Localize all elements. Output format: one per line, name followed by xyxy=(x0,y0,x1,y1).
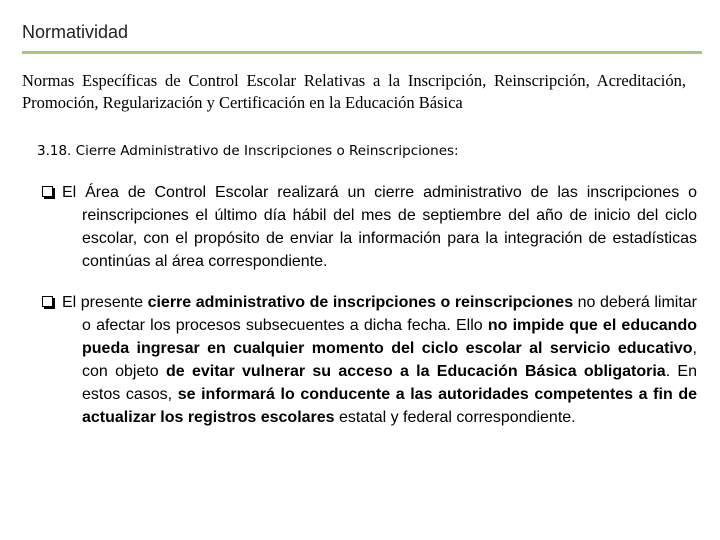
section-heading: 3.18. Cierre Administrativo de Inscripciones o Reinscripciones: xyxy=(37,143,459,159)
text-run: , con objeto xyxy=(82,340,697,380)
bold-text-run: de evitar vulnerar su acceso a la Educación Básica obligatoria xyxy=(166,363,666,380)
document-subtitle: Normas Específicas de Control Escolar Relativas a la Inscripción, Reinscripción, Acreditación, Promoción, Regularización y Certificación en la Educación Básica xyxy=(22,71,686,112)
bold-text-run: cierre administrativo de inscripciones o reinscripciones xyxy=(147,294,574,311)
bold-text-run: no impide que el educando pueda ingresar en cualquier momento del ciclo escolar al servicio educativo xyxy=(82,317,697,357)
bold-text-run: se informará lo conducente a las autoridades competentes a fin de actualizar los registros escolares xyxy=(82,386,697,426)
title-divider xyxy=(22,51,702,54)
bullet-item xyxy=(42,291,697,429)
text-run: . En estos casos, xyxy=(82,363,698,403)
bullet-text xyxy=(62,291,697,429)
page-title: Normatividad xyxy=(22,22,129,42)
bullet-text xyxy=(62,181,697,273)
text-run: no deberá limitar o afectar los procesos subsecuentes a dicha fecha. Ello xyxy=(82,294,697,334)
text-run: El Área de Control Escolar realizará un cierre administrativo de las inscripciones o reinscripciones el último día hábil del mes de septiembre del año de inicio del ciclo escolar, con el propósito de enviar la información para la integración de estadísticas continúas al área correspondiente. xyxy=(62,184,697,270)
checkbox-bullet-icon xyxy=(42,296,53,307)
text-run: El presente xyxy=(62,294,148,311)
checkbox-bullet-icon xyxy=(42,186,53,197)
text-run: estatal y federal correspondiente. xyxy=(334,409,576,426)
bullet-item xyxy=(42,181,697,273)
